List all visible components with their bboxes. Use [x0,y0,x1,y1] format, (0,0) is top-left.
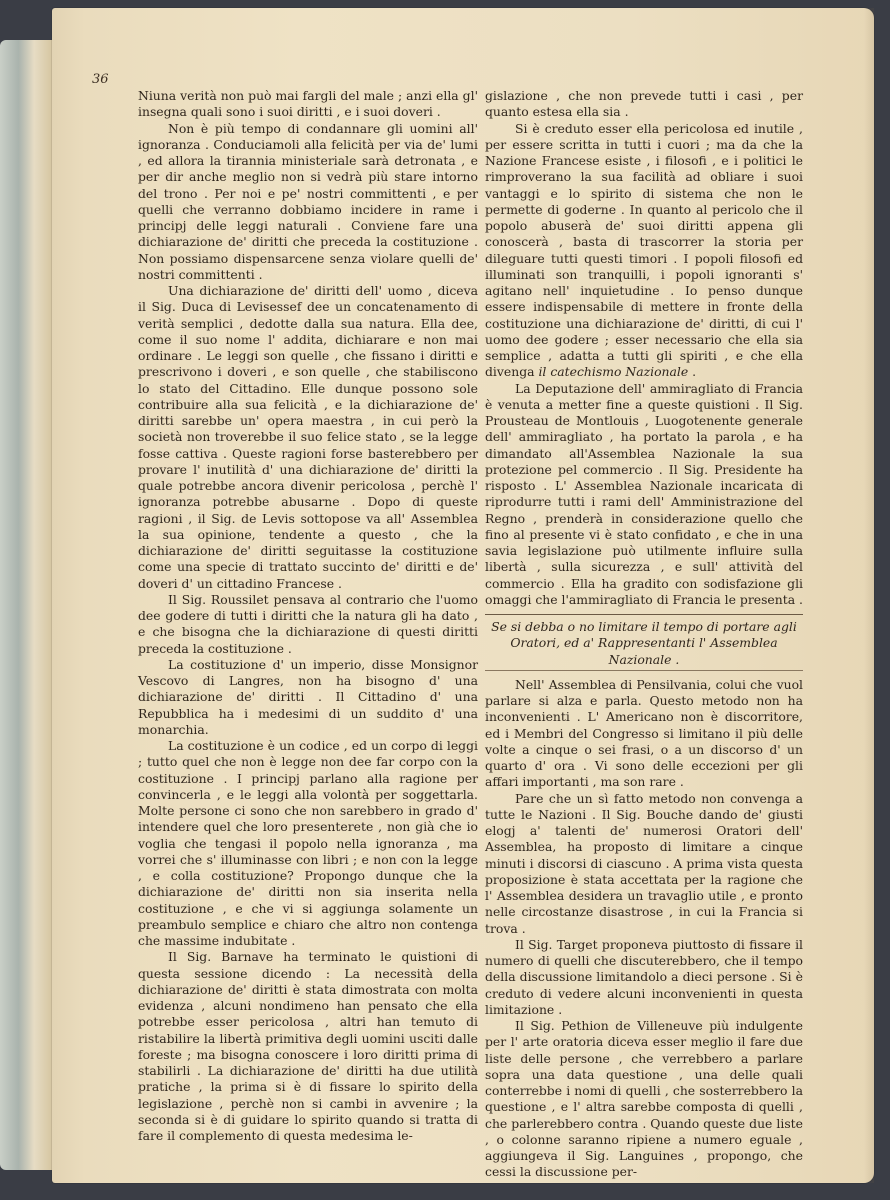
right-column [485,88,803,1181]
paragraph-end: . [688,364,697,380]
page-edge-shadow [864,8,874,1183]
paragraph: La costituzione è un codice , ed un corpo di leggi ; tutto quel che non è legge non dee far corpo con la costituzione . I principj parlano alla ragione per convincerla , e le leggi alla volontà per soggettarla. Molte persone ci sono che non sarebbero in grado d' intendere quel che loro presenterete , non già che io voglia che tengasi il popolo nella ignoranza , ma vorrei che s' illuminasse con libri ; e non con la legge , e colla costituzione? Propongo dunque che la dichiarazione de' diritti non sia inserita nella costituzione , e che vi si aggiunga solamente un preambulo semplice e chiaro che altro non contenga che massime indubitate . [138,738,478,948]
paragraph: Il Sig. Roussilet pensava al contrario che l'uomo dee godere di tutti i diritti che la natura gli ha dato , e che bisogna che la dichiarazione di questi diritti preceda la costituzione . [138,591,478,656]
section-title: Se si debba o no limitare il tempo di portare agli Oratori, ed a' Rappresentanti l' Assemblea Nazionale . [491,619,797,667]
italic-phrase: il catechismo Nazionale [538,364,689,380]
paragraph: Nell' Assemblea di Pensilvania, colui che vuol parlare si alza e parla. Questo metodo non ha inconvenienti . L' Americano non è discorritore, ed i Membri del Congresso si limitano il più delle volte a cinque o sei frasi, o a un discorso d' un quarto d' ora . Vi sono delle eccezioni per gli affari importanti , ma son rare . [485,676,803,790]
paragraph: Una dichiarazione de' diritti dell' uomo , diceva il Sig. Duca di Levisessef dee un concatenamento di verità semplici , dedotte dalla sua natura. Ella dee, come il suo nome l' addita, dichiarare e non mai ordinare . Le leggi son quelle , che fissano i diritti e prescrivono i doveri , e son quelle , che stabiliscono lo stato del Cittadino. Elle dunque possono sole contribuire alla sua felicità , e la dichiarazione de' diritti sarebbe un' opera maestra , in cui però la società non troverebbe il suo felice stato , se la legge fosse cattiva . Queste ragioni forse basterebbero per provare l' inutilità d' una dichiarazione de' diritti la quale potrebbe ancora divenir pericolosa , perchè l' ignoranza potrebbe abusarne . Dopo di queste ragioni , il Sig. de Levis sottopose va all' Assemblea la sua opinione, tendente a questo , che la dichiarazione de' diritti seguitasse la costituzione come una specie di trattato succinto de' diritti e de' doveri d' un cittadino Francese . [138,283,478,591]
paragraph: Pare che un sì fatto metodo non convenga a tutte le Nazioni . Il Sig. Bouche dando de' giusti elogj a' talenti de' numerosi Oratori dell' Assemblea, ha proposto di limitare a cinque minuti i discorsi di ciascuno . A prima vista questa proposizione è stata accettata per la ragione che l' Assemblea desidera un travaglio utile , e pronto nelle circostanze disastrose , in cui la Francia si trova . [485,790,803,936]
page-number: 36 [92,72,109,87]
paragraph: Il Sig. Barnave ha terminato le quistioni di questa sessione dicendo : La necessità della dichiarazione de' diritti è stata dimostrata con molta evidenza , alcuni nondimeno han pensato che ella potrebbe esser pericolosa , altri han temuto di ristabilire la libertà primitiva degli uomini usciti dalle foreste ; ma bisogna conoscere i loro diritti prima di stabilirli . La dichiarazione de' diritti ha due utilità pratiche , la prima si è di fissare lo spirito della legislazione , perchè non si cambi in avvenire ; la seconda si è di guidare lo spirito quando si tratta di fare il complemento di questa medesima le- [138,949,478,1143]
section-divider [485,614,803,615]
left-column [138,88,478,1144]
paragraph: gislazione , che non prevede tutti i casi , per quanto estesa ella sia . [485,88,803,120]
section-divider-bottom [485,670,803,671]
paragraph [485,121,803,381]
paragraph: Il Sig. Pethion de Villeneuve più indulgente per l' arte oratoria diceva esser meglio il fare due liste delle persone , che verrebbero a parlare sopra una data questione , una delle quali conterrebbe i nomi di quelli , che sosterrebbero la questione , e l' altra sarebbe composta di quelli , che parlerebbero contra . Quando queste due liste , o colonne saranno ripiene a numero eguale , aggiungeva il Sig. Languines , propongo, che cessi la discussione per- [485,1018,803,1180]
paragraph: Il Sig. Target proponeva piuttosto di fissare il numero di quelli che discuterebbero, che il tempo della discussione limitandolo a dieci persone . Si è creduto di vedere alcuni inconvenienti in questa limitazione . [485,936,803,1017]
paragraph-text: Si è creduto esser ella pericolosa ed inutile , per essere scritta in tutti i cuori ; ma da che la Nazione Francese esiste , i filosofi , e i politici le rimproverano la sua facilità ad obliare i suoi vantaggi e lo spirito di sistema che non le permette di goderne . In quanto al pericolo che il popolo abuserà de' suoi diritti appena gli conoscerà , basta di trascorrer la storia per dileguare tutti questi timori . I popoli filosofi ed illuminati son tranquilli, i popoli ignoranti s' agitano nell' inquietudine . Io penso dunque essere indispensabile di mettere in fronte della costituzione una dichiarazione de' diritti, di cui l' uomo dee godere ; esser necessario che ella sia semplice , adatta a tutti gli spiriti , e che ella divenga [485,120,803,380]
paragraph: La Deputazione dell' ammiragliato di Francia è venuta a metter fine a queste quistioni . Il Sig. Prousteau de Montlouis , Luogotenente generale dell' ammiragliato , ha portato la parola , e ha dimandato all'Assemblea Nazionale la sua protezione pel commercio . Il Sig. Presidente ha risposto . L' Assemblea Nazionale incaricata di riprodurre tutti i rami dell' Amministrazione del Regno , prenderà in considerazione quello che fino al presente vi è stato confidato , e che in una savia legislazione può utilmente influire sulla libertà , sulla sicurezza , e sull' attività del commercio . Ella ha gradito con sodisfazione gli omaggi che l'ammiragliato di Francia le presenta . [485,380,803,607]
paragraph: Non è più tempo di condannare gli uomini all' ignoranza . Conduciamoli alla felicità per via de' lumi , ed allora la tirannia ministeriale sarà detronata , e per dir anche meglio non si vedrà più stare intorno del trono . Per noi e pe' nostri committenti , e per quelli che verranno dobbiamo incidere in rame i principj delle leggi naturali . Conviene fare una dichiarazione de' diritti che preceda la costituzione . Non possiamo dispensarcene senza violare quelli de' nostri committenti . [138,120,478,282]
paragraph: La costituzione d' un imperio, disse Monsignor Vescovo di Langres, non ha bisogno d' una dichiarazione de' diritti . Il Cittadino d' una Repubblica ha i medesimi di un suddito d' una monarchia. [138,656,478,737]
paragraph: Niuna verità non può mai fargli del male ; anzi ella gl' insegna quali sono i suoi diritti , e i suoi doveri . [138,88,478,120]
